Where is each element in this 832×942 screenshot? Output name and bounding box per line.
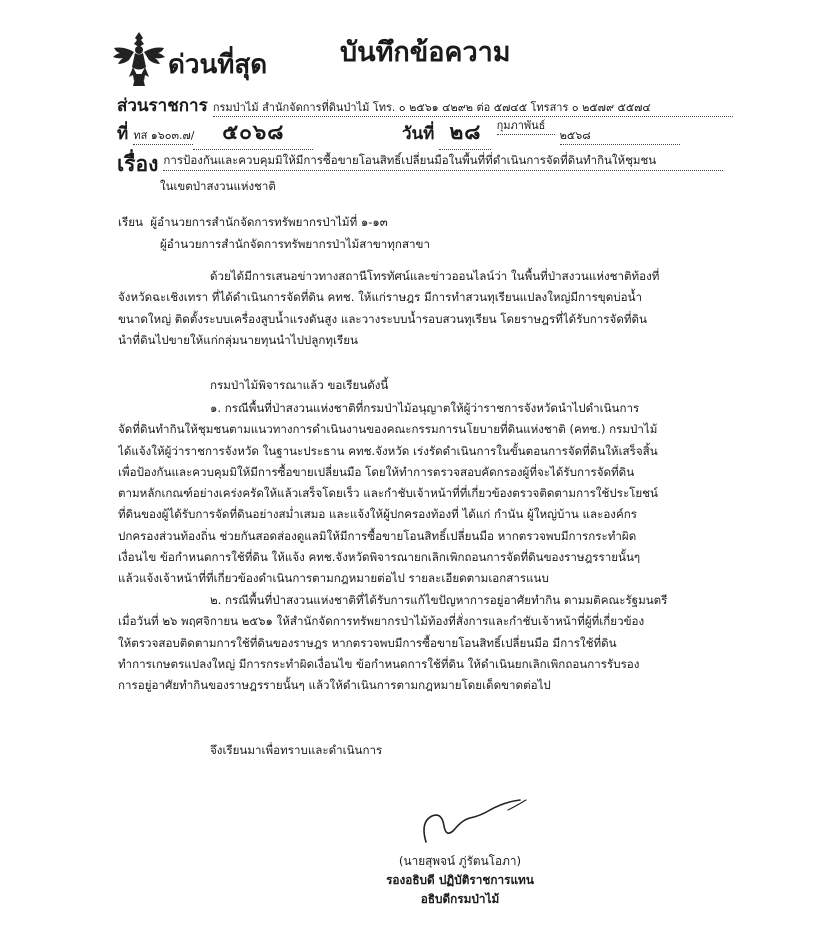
subject-label: เรื่อง xyxy=(117,152,159,176)
date-month: กุมภาพันธ์ xyxy=(497,116,555,135)
memo-title: บันทึกข้อความ xyxy=(340,37,511,68)
item-2-paragraph xyxy=(118,590,748,696)
item-2-line: ๒. กรณีพื้นที่ป่าสงวนแห่งชาติที่ได้รับการแก้ไขปัญหาการอยู่อาศัยทำกิน ตามมติคณะรัฐมนตรี xyxy=(210,593,668,607)
item-2-line: ทำการเกษตรแปลงใหญ่ มีการกระทำผิดเงื่อนไข ข้อกำหนดการใช้ที่ดิน ให้ดำเนินยกเลิกเพิกถอนการรับรอง xyxy=(118,656,640,671)
ref-row xyxy=(117,116,313,150)
closing-line: จึงเรียนมาเพื่อทราบและดำเนินการ xyxy=(210,743,383,757)
recipient-label: เรียน xyxy=(118,215,143,229)
ref-label: ที่ xyxy=(117,124,129,144)
item-1-line: ที่ดินของผู้ได้รับการจัดที่ดินอย่างสม่ำเสมอ และแจ้งให้ผู้ปกครองท้องที่ ได้แก่ กำนัน ผู้ใหญ่บ้าน และองค์กร xyxy=(118,507,637,522)
agency-row xyxy=(117,92,747,119)
date-year: ๒๕๖๘ xyxy=(560,126,680,145)
agency-label: ส่วนราชการ xyxy=(117,96,208,116)
urgency-label: ด่วนที่สุด xyxy=(168,50,268,80)
garuda-emblem-icon xyxy=(110,28,168,90)
item-1-line: ได้แจ้งให้ผู้ว่าราชการจังหวัด ในฐานะประธาน คทช.จังหวัด เร่งรัดดำเนินการในขั้นตอนการจัดที่ดินให้เสร็จสิ้น xyxy=(118,443,658,458)
agency-value: กรมป่าไม้ สำนักจัดการที่ดินป่าไม้ โทร. ๐ ๒๕๖๑ ๔๒๙๒ ต่อ ๕๗๔๕ โทรสาร ๐ ๒๕๗๙ ๕๕๗๔ xyxy=(213,98,733,117)
intro-line: ขนาดใหญ่ ติดตั้งระบบเครื่องสูบน้ำแรงดันสูง และวางระบบน้ำรอบสวนทุเรียน โดยราษฎรที่ได้รับการจัดที่ดิน xyxy=(118,311,647,326)
date-label: วันที่ xyxy=(402,124,435,144)
intro-line: จังหวัดฉะเชิงเทรา ที่ได้ดำเนินการจัดที่ดิน คทช. ให้แก่ราษฎร มีการทำสวนทุเรียนแปลงใหญ่มีการขุดบ่อน้ำ xyxy=(118,290,643,305)
item-1-line: จัดที่ดินทำกินให้ชุมชนตามแนวทางการดำเนินงานของคณะกรรมการนโยบายที่ดินแห่งชาติ (คทช.) กรมป่าไม้ xyxy=(118,422,658,437)
item-1-paragraph xyxy=(118,398,748,590)
item-1-line: ๑. กรณีพื้นที่ป่าสงวนแห่งชาติที่กรมป่าไม้อนุญาตให้ผู้ว่าราชการจังหวัดนำไปดำเนินการ xyxy=(210,401,640,415)
date-day: ๒๘ xyxy=(449,120,482,144)
signer-name: (นายสุพจน์ ภู่รัตนโอภา) xyxy=(398,854,522,868)
item-1-line: เงื่อนไข ข้อกำหนดการใช้ที่ดิน ให้แจ้ง คทช.จังหวัดพิจารณายกเลิกเพิกถอนการจัดที่ดินของราษฎรรายนั้นๆ xyxy=(118,550,641,565)
intro-line: ด้วยได้มีการเสนอข่าวทางสถานีโทรทัศน์และข่าวออนไลน์ว่า ในพื้นที่ป่าสงวนแห่งชาติท้องที่ xyxy=(210,269,660,283)
recipient-line1: ผู้อำนวยการสำนักจัดการทรัพยากรป่าไม้ที่ ๑-๑๓ xyxy=(150,215,388,229)
subject-line2: ในเขตป่าสงวนแห่งชาติ xyxy=(160,179,276,193)
recipient-row-1 xyxy=(118,212,388,233)
item-1-line: ตามหลักเกณฑ์อย่างเคร่งครัดให้แล้วเสร็จโดยเร็ว และกำชับเจ้าหน้าที่ที่เกี่ยวข้องตรวจติดตามการใช้ประโยชน์ xyxy=(118,486,658,501)
item-1-line: แล้วแจ้งเจ้าหน้าที่ที่เกี่ยวข้องดำเนินการตามกฎหมายต่อไป รายละเอียดตามเอกสารแนบ xyxy=(118,571,549,586)
item-1-line: ปกครองส่วนท้องถิ่น ช่วยกันสอดส่องดูแลมิให้มีการซื้อขายโอนสิทธิ์เปลี่ยนมือ หากตรวจพบมีการกระทำผิด xyxy=(118,528,637,543)
item-2-line: การอยู่อาศัยทำกินของราษฎรรายนั้นๆ แล้วให้ดำเนินการตามกฎหมายโดยเด็ดขาดต่อไป xyxy=(118,678,551,693)
signer-position-1: รองอธิบดี ปฏิบัติราชการแทน xyxy=(386,873,534,887)
item-1-line: เพื่อป้องกันและควบคุมมิให้มีการซื้อขายเปลี่ยนมือ โดยให้ทำการตรวจสอบคัดกรองผู้ที่จะได้รับการจัดที่ดิน xyxy=(118,464,635,479)
ref-prefix: ทส ๑๖๐๓.๗/ xyxy=(133,126,193,145)
date-row xyxy=(402,116,680,150)
recipient-line2: ผู้อำนวยการสำนักจัดการทรัพยากรป่าไม้สาขาทุกสาขา xyxy=(160,237,430,251)
subject-line1: การป้องกันและควบคุมมิให้มีการซื้อขายโอนสิทธิ์เปลี่ยนมือในพื้นที่ที่ดำเนินการจัดที่ดินทำกินให้ชุมชน xyxy=(163,152,723,171)
signature-block xyxy=(340,852,580,909)
subject-row xyxy=(117,148,723,181)
signer-position-2: อธิบดีกรมป่าไม้ xyxy=(420,892,500,906)
intro-paragraph xyxy=(118,266,748,351)
handwritten-signature xyxy=(388,798,548,846)
item-2-line: ให้ตรวจสอบติดตามการใช้ที่ดินของราษฎร หากตรวจพบมีการซื้อขายโอนสิทธิ์เปลี่ยนมือ มีการใช้ที่ดิน xyxy=(118,635,617,650)
ref-number: ๕๐๖๘ xyxy=(222,120,285,144)
item-2-line: เมื่อวันที่ ๒๖ พฤศจิกายน ๒๕๖๑ ให้สำนักจัดการทรัพยากรป่าไม้ท้องที่สั่งการและกำชับเจ้าหน้าที่ผู้ที่เกี่ยวข้อง xyxy=(118,614,645,629)
consider-line: กรมป่าไม้พิจารณาแล้ว ขอเรียนดังนี้ xyxy=(210,378,389,392)
intro-line: นำที่ดินไปขายให้แก่กลุ่มนายทุนนำไปปลูกทุเรียน xyxy=(118,332,358,347)
